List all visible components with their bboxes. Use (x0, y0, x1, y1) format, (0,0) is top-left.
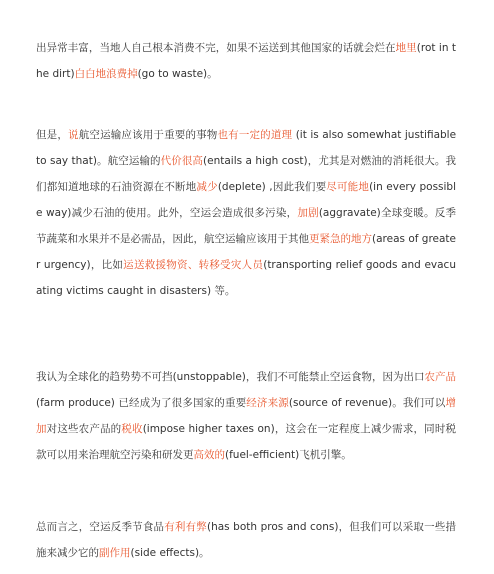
highlighted-phrase: 说 (68, 128, 79, 141)
text-segment: 我认为全球化的趋势势不可挡(unstoppable)，我们不可能禁止空运食物，因为出口 (36, 370, 425, 383)
highlighted-phrase: 白白地浪费掉 (74, 67, 138, 80)
highlighted-phrase: 有利有弊 (164, 520, 207, 533)
text-segment: (source of revenue)。我们可以 (288, 396, 446, 409)
paragraph-air-transport-cost (36, 122, 456, 304)
highlighted-phrase: 也有一定的道理 (217, 128, 293, 141)
text-segment: (impose higher taxes on)，这会在一定程度上减少需求，同时税 款可以用来治理航空污染和研发更 (36, 422, 457, 461)
highlighted-phrase: 经济来源 (246, 396, 289, 409)
text-segment: 出异常丰富，当地人自己根本消费不完，如果不运送到其他国家的话就会烂在 (36, 41, 396, 54)
text-segment: (has both pros and cons)，但我们可以采取一些措施来减少它的 (36, 520, 456, 559)
highlighted-phrase: 副作用 (99, 546, 131, 559)
text-segment: 但是， (36, 128, 69, 141)
text-segment: (in every possible way)减少石油的使用。此外，空运会造成很多污染， (36, 180, 457, 219)
highlighted-phrase: 更紧急的地方 (309, 232, 372, 245)
text-segment: (rot in the dirt) (36, 41, 457, 80)
text-segment: (entails a high cost)，尤其是对燃油的消耗很大。我们都知道地球的石油资源在不断地 (36, 154, 456, 193)
text-segment: (deplete) ,因此我们要 (217, 180, 327, 193)
text-segment: 对这些农产品的 (46, 422, 122, 435)
paragraph-globalization (36, 364, 456, 468)
highlighted-phrase: 减少 (196, 180, 218, 193)
highlighted-phrase: 代价很高 (160, 154, 204, 167)
highlighted-phrase: 税收 (121, 422, 143, 435)
highlighted-phrase: 尽可能地 (326, 180, 370, 193)
text-segment: (aggravate)全球变暖。反季节蔬菜和水果并不是必需品，因此，航空运输应该用于其他 (36, 206, 456, 245)
highlighted-phrase: 地里 (395, 41, 417, 54)
text-segment: (go to waste)。 (137, 67, 218, 80)
highlighted-phrase: 运送救援物资、转移受灾人员 (123, 258, 264, 271)
text-segment: (farm produce) 已经成为了很多国家的重要 (36, 396, 247, 409)
highlighted-phrase: 增加 (36, 396, 456, 435)
text-segment: (areas of greater urgency)，比如 (36, 232, 456, 271)
highlighted-phrase: 加剧 (297, 206, 319, 219)
text-segment: (transporting relief goods and evacuating victims caught in disasters) 等。 (36, 258, 456, 297)
paragraph-conclusion (36, 514, 456, 566)
highlighted-phrase: 农产品 (424, 370, 456, 383)
text-segment: (side effects)。 (130, 546, 210, 559)
text-segment: (fuel-efficient)飞机引擎。 (225, 448, 352, 461)
text-segment: 总而言之，空运反季节食品 (36, 520, 165, 533)
text-segment: 航空运输应该用于重要的事物 (78, 128, 218, 141)
paragraph-export-surplus (36, 35, 456, 87)
highlighted-phrase: 高效的 (193, 448, 225, 461)
text-segment: (it is also somewhat justifiable to say that)。航空运输的 (36, 128, 457, 167)
